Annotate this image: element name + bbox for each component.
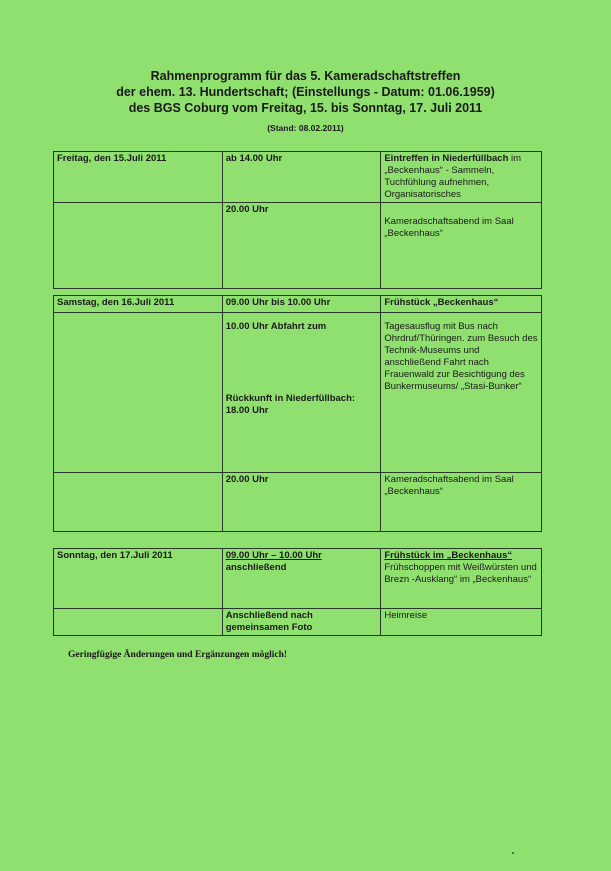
saturday-day: Samstag, den 16.Juli 2011 [54,296,223,313]
title-line-2: der ehem. 13. Hundertschaft; (Einstellungs - Datum: 01.06.1959) [116,85,495,99]
saturday-time-2b: Rückkunft in Niederfüllbach: 18.00 Uhr [225,393,356,416]
friday-empty-cell [54,203,223,289]
table-row [54,296,542,313]
table-row [54,549,542,609]
stand-date: (Stand: 08.02.2011) [267,123,344,133]
document-title [0,68,611,116]
footer-note: Geringfügige Änderungen und Ergänzungen möglich! [68,650,288,660]
sunday-time-1a: 09.00 Uhr – 10.00 Uhr [225,550,322,561]
saturday-time-1: 09.00 Uhr bis 10.00 Uhr [222,296,381,313]
friday-table [53,151,542,289]
friday-day: Freitag, den 15.Juli 2011 [54,152,223,203]
saturday-desc-2: Tagesausflug mit Bus nach Ohrdruf/Thüringen. zum Besuch des Technik-Museums und anschließend Fahrt nach Frauenwald zur Besichtigung des Bunkermuseums/ „Stasi-Bunker“ [381,313,542,473]
table-row [54,609,542,636]
sunday-table [53,548,542,636]
title-line-3: des BGS Coburg vom Freitag, 15. bis Sonntag, 17. Juli 2011 [128,101,483,115]
friday-desc-1-head: Eintreffen in Niederfüllbach [384,153,509,164]
sunday-desc-2: Heimreise [381,609,542,636]
sunday-desc-1-head: Frühstück im „Beckenhaus“ [384,550,513,561]
table-row [54,313,542,473]
saturday-table [53,295,542,532]
saturday-time-3: 20.00 Uhr [222,473,381,532]
saturday-time-2 [222,313,381,473]
friday-desc-1-rest: im „Beckenhaus“ - Sammeln, Tuchfühlung aufnehmen, Organisatorisches [384,153,522,200]
saturday-desc-1: Frühstück „Beckenhaus“ [381,296,542,313]
table-row [54,203,542,289]
saturday-empty-cell-2 [54,473,223,532]
friday-desc-2: Kameradschaftsabend im Saal „Beckenhaus“ [381,203,542,289]
saturday-time-2a: 10.00 Uhr Abfahrt zum [225,321,327,332]
speck [512,852,514,854]
sunday-day: Sonntag, den 17.Juli 2011 [54,549,223,609]
saturday-desc-3: Kameradschaftsabend im Saal „Beckenhaus“ [381,473,542,532]
friday-time-1: ab 14.00 Uhr [222,152,381,203]
title-line-1: Rahmenprogramm für das 5. Kameradschaftstreffen [150,69,461,83]
sunday-time-2: Anschließend nach gemeinsamen Foto [222,609,381,636]
friday-time-2: 20.00 Uhr [222,203,381,289]
sunday-time-1 [222,549,381,609]
sunday-time-1b: anschließend [225,562,287,573]
saturday-empty-cell-1 [54,313,223,473]
sunday-empty-cell [54,609,223,636]
table-row [54,152,542,203]
table-row [54,473,542,532]
sunday-desc-1-rest: Frühschoppen mit Weißwürsten und Brezn -Ausklang“ im „Beckenhaus“ [384,562,537,585]
friday-desc-1 [381,152,542,203]
sunday-desc-1 [381,549,542,609]
